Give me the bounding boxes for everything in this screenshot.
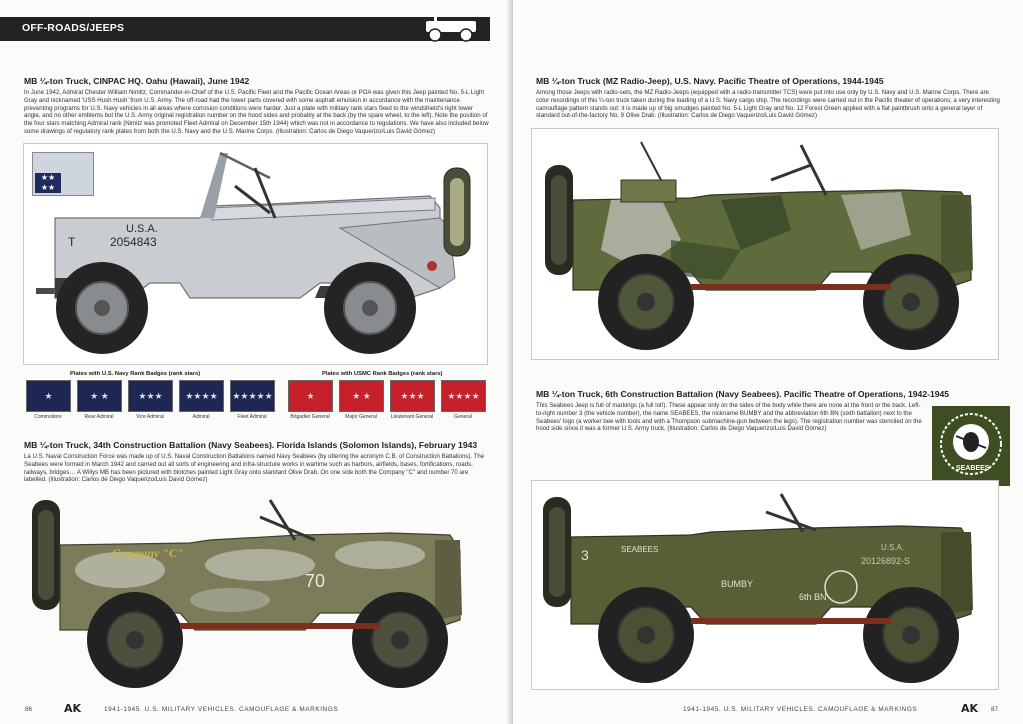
badge-label: Brigadier General: [290, 414, 330, 420]
left-page: [0, 0, 510, 724]
badge-label: Vice Admiral: [136, 414, 164, 420]
company-marking: Company "C": [112, 546, 184, 560]
bumby-nickname-marking: BUMBY: [721, 579, 754, 589]
battalion-marking: 6th BN: [799, 592, 827, 602]
ak-logo: AK: [64, 702, 82, 715]
rank-plate-brigadier-general: ★: [288, 380, 333, 412]
page-number: 86: [25, 706, 33, 713]
article-title: MB ¼-ton Truck, CINPAC HQ. Oahu (Hawaii), June 1942: [24, 76, 250, 86]
footer-title: 1941-1945. U.S. MILITARY VEHICLES. CAMOUFLAGE & MARKINGS: [683, 706, 918, 713]
badge-label: General: [454, 414, 472, 420]
article-cinpac: [24, 76, 490, 136]
seabees-logo-text: SEABEES: [956, 465, 990, 472]
article-title: MB ¼-ton Truck, 6th Construction Battalion (Navy Seabees). Pacific Theatre of Operations, 1942-1945: [536, 389, 950, 399]
rank-plate-general: ★★★★: [441, 380, 486, 412]
rank-plate-lieutenant-general: ★★★: [390, 380, 435, 412]
badge-label: Fleet Admiral: [237, 414, 267, 420]
hood-serial-marking: 2054843: [110, 235, 157, 249]
article-body: In June 1942, Admiral Chester William Nimitz, Commander-in-Chief of the U.S. Pacific Fleet and the Pacific Ocean Areas or POA was given this Jeep painted No. 5-L Light Gray and nicknamed 'USS Hush Hush' from U.S. Army. The off-road had the lower parts covered with some asphalt emulsion in accordance with the maintenance preventing programs for U.S. Navy vehicles in all areas where corrosion conditions were harder. Just a plate with military rank stars fixed to the windshield's right lower angle, and no other emblems but the U.S. Army original registration number on the hood sides and probably at the back (by the spare wheel, to the left). Note the position of the four stars matching Admiral rank (Nimitz was promoted Fleet Admiral on December 15th 1944) which was not in accordance to regulations. We have also included below some drawings of regulatory rank plates from both the U.S. Navy and the U.S. Marine Corps. (Illustration: Carlos de Diego Vaquerizo/Luis David Gómez): [24, 89, 489, 135]
article-34th-seabees: [24, 440, 490, 484]
badge-label: Rear Admiral: [84, 414, 114, 420]
jeep-illustration-gray: [30, 148, 480, 363]
article-body: La U.S. Naval Construction Force was made up of U.S. Naval Construction Battalions named Navy Seabees (by uttering the acronym C.B. of Construction Battalions). The Seabees were formed in March 1942 and carried out all sorts of engineering and infra-structure works in wartime such as harbors, airfields, bases, fortifications, roads, railways, bridges… A Willys MB has been pictured with blotches painted Light Gray onto standard Olive Drab. On one side both the Company "C" and number 70 are labelled. (Illustration: Carlos de Diego Vaquerizo/Luis David Gómez): [24, 453, 485, 484]
navy-badges-heading: Plates with U.S. Navy Rank Badges (rank stars): [70, 371, 201, 377]
article-title: MB ¼-ton Truck, 34th Construction Battalion (Navy Seabees). Florida Islands (Solomon Islands), February 1943: [24, 440, 478, 450]
seabee-emblem-icon: [932, 406, 1010, 486]
badge-label: Commodore: [34, 414, 62, 420]
rank-plate-commodore: ★: [26, 380, 71, 412]
rank-plate-admiral: ★★★★: [179, 380, 224, 412]
hood-usa-marking: U.S.A.: [881, 543, 905, 552]
jeep-illustration-camouflage: [541, 140, 991, 355]
four-star-plate: ★★ ★★: [35, 173, 61, 193]
rank-plate-vice-admiral: ★★★: [128, 380, 173, 412]
footer-title: 1941-1945. U.S. MILITARY VEHICLES. CAMOUFLAGE & MARKINGS: [104, 706, 339, 713]
rank-plate-fleet-admiral: ★★★★★: [230, 380, 275, 412]
page-number: 87: [991, 706, 999, 713]
rank-plate-major-general: ★ ★: [339, 380, 384, 412]
article-mz-radio-jeep: [536, 76, 1001, 120]
hood-usa-marking: U.S.A.: [126, 223, 158, 235]
seabees-logo: [932, 406, 1010, 486]
jeep-illustration-olive-gray: [30, 495, 480, 695]
article-body: Among those Jeeps with radio-sets, the MZ Radio-Jeeps (equipped with a radio-transmitter TCS) were put into use only by U.S. Navy and U.S. Marine Corps. There are color recordings of this ¼-ton truck taken during the loading of a U.S. Navy cargo ship. The recordings were carried out in the Pacific theater of operations; a very interesting camouflage pattern stands out: it is made up of big smudges painted No. 5-L Light Gray and No. 12 Forest Green applied with a flat paintbrush onto a general layer of standard out-of-the-factory No. 9 Olive Drab. (Illustration: Carlos de Diego Vaquerizo/Luis David Gómez): [536, 89, 1000, 120]
badge-label: Lieutenant General: [390, 414, 434, 420]
badge-label: Admiral: [192, 414, 210, 420]
section-title: OFF-ROADS/JEEPS: [22, 22, 125, 34]
hood-serial-marking: 20126892-S: [861, 556, 911, 566]
ak-logo: AK: [961, 702, 979, 715]
right-page: [513, 0, 1023, 724]
rank-plate-rear-admiral: ★ ★: [77, 380, 122, 412]
badge-label: Major General: [345, 414, 377, 420]
jeep-illustration-seabees: [541, 492, 991, 687]
vehicle-number-marking: 3: [581, 547, 589, 563]
seabees-name-marking: SEABEES: [621, 545, 659, 554]
number-marking: 70: [305, 571, 326, 591]
hood-t-marking: T: [68, 235, 76, 249]
jeep-silhouette-icon: [420, 11, 482, 43]
article-body: This Seabees Jeep is full of markings (a full lot!). These appear only on the sides of the body while there are none at the front or the back. Left-to-right number 3 (the vehicle number), the name SEABEES, the nickname BUMBY and the abbreviation 6th BN (sixth battalion) next to the Seabees' logo (a worker bee with tools and with a Thompson submachine-gun between the legs). The registration number was stenciled on the hood side since it was a former U.S. Army truck. (Illustration: Carlos de Diego Vaquerizo/Luis David Gómez): [536, 402, 922, 433]
article-title: MB ¼-ton Truck (MZ Radio-Jeep), U.S. Navy. Pacific Theatre of Operations, 1944-1945: [536, 76, 884, 86]
usmc-badges-heading: Plates with USMC Rank Badges (rank stars): [322, 371, 443, 377]
